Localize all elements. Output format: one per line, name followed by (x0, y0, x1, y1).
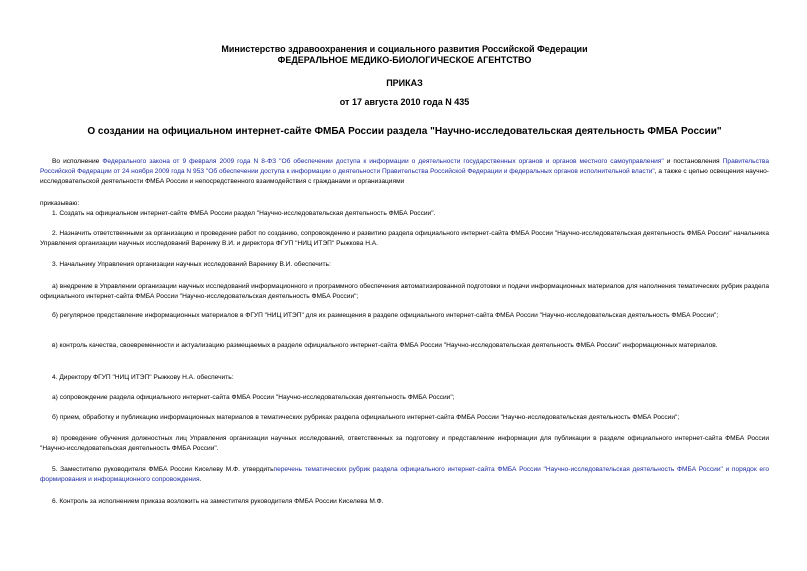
item-4a: а) сопровождение раздела официального интернет-сайта ФМБА России "Научно-исследовательская деятельность ФМБА России"; (52, 394, 455, 401)
item-5-prefix: 5. Заместителю руководителя ФМБА России Киселеву М.Ф. утвердить (52, 466, 274, 473)
item-4b: б) прием, обработку и публикацию информационных материалов в тематических рубриках раздела официального интернет-сайта ФМБА России "Научно-исследовательская деятельность ФМБА России"; (52, 414, 680, 421)
item-3a: а) внедрение в Управлении организации научных исследований информационного и программного обеспечения автоматизированной подготовки и подачи информационных материалов для наполнения тематических рубрик раздела официального интернет-сайта ФМБА России "Научно-исследовательская деятельность ФМБА России"; (40, 283, 769, 300)
item-2: 2. Назначить ответственными за организацию и проведение работ по созданию, сопровождению и развитию раздела официального интернет-сайта ФМБА России "Научно-исследовательская деятельность ФМБА России" начальника Управления организации научных исследований Варенику В.И. и директора ФГУП "НИЦ ИТЭП" Рыжкова Н.А. (40, 230, 769, 247)
doc-type: ПРИКАЗ (386, 78, 423, 88)
doc-date: от 17 августа 2010 года N 435 (339, 97, 470, 107)
preamble-suffix: , а также с целью освещения научно-исследовательской деятельности ФМБА России и непосредственного взаимодействия с гражданами и организациями (40, 168, 769, 185)
government-decree-link[interactable]: Правительства Российской Федерации от 24 ноября 2009 года N 953 "Об обеспечении доступа к информации о деятельности Правительства Российской Федерации и федеральных органов исполнительной власти" (40, 158, 769, 175)
item-3b: б) регулярное представление информационных материалов в ФГУП "НИЦ ИТЭП" для их размещения в разделе официального интернет-сайта ФМБА России "Научно-исследовательская деятельность ФМБА России"; (52, 312, 719, 319)
item-4: 4. Директору ФГУП "НИЦ ИТЭП" Рыжкову Н.А. обеспечить: (52, 374, 234, 381)
item-4c: в) проведение обучения должностных лиц Управления организации научных исследований, ответственных за подготовку и представление информации для публикации в разделе официального интернет-сайта ФМБА России "Научно-исследовательская деятельность ФМБА России". (40, 435, 769, 452)
federal-law-link[interactable]: Федерального закона от 9 февраля 2009 года N 8-ФЗ "Об обеспечении доступа к информации о деятельности государственных органов и органов местного самоуправления" (102, 158, 664, 165)
item-6: 6. Контроль за исполнением приказа возложить на заместителя руководителя ФМБА России Киселева М.Ф. (52, 498, 384, 505)
doc-title: О создании на официальном интернет-сайте ФМБА России раздела "Научно-исследовательская деятельность ФМБА России" (87, 126, 722, 137)
rubrics-list-link[interactable]: перечень тематических рубрик раздела официального интернет-сайта ФМБА России "Научно-исследовательская деятельность ФМБА России" и порядок его формирования и информационного сопровождения (40, 466, 769, 483)
ministry-heading: Министерство здравоохранения и социального развития Российской Федерации (221, 44, 588, 54)
item-3c: в) контроль качества, своевременности и актуализацию размещаемых в разделе официального интернет-сайта ФМБА России "Научно-исследовательская деятельность ФМБА России" информационных материалов. (52, 342, 718, 349)
order-word: приказываю: (40, 200, 80, 207)
item-5-suffix: . (199, 476, 202, 483)
preamble-middle: и постановления (663, 158, 723, 165)
preamble-paragraph (40, 157, 769, 187)
agency-heading: ФЕДЕРАЛЬНОЕ МЕДИКО-БИОЛОГИЧЕСКОЕ АГЕНТСТВО (277, 55, 532, 65)
item-5 (40, 465, 769, 485)
document-page (40, 0, 769, 571)
preamble-prefix: Во исполнение (52, 158, 103, 165)
item-3: 3. Начальнику Управления организации научных исследований Варенику В.И. обеспечить: (52, 261, 331, 268)
item-1: 1. Создать на официальном интернет-сайте ФМБА России раздел "Научно-исследовательская деятельность ФМБА России". (52, 210, 436, 217)
